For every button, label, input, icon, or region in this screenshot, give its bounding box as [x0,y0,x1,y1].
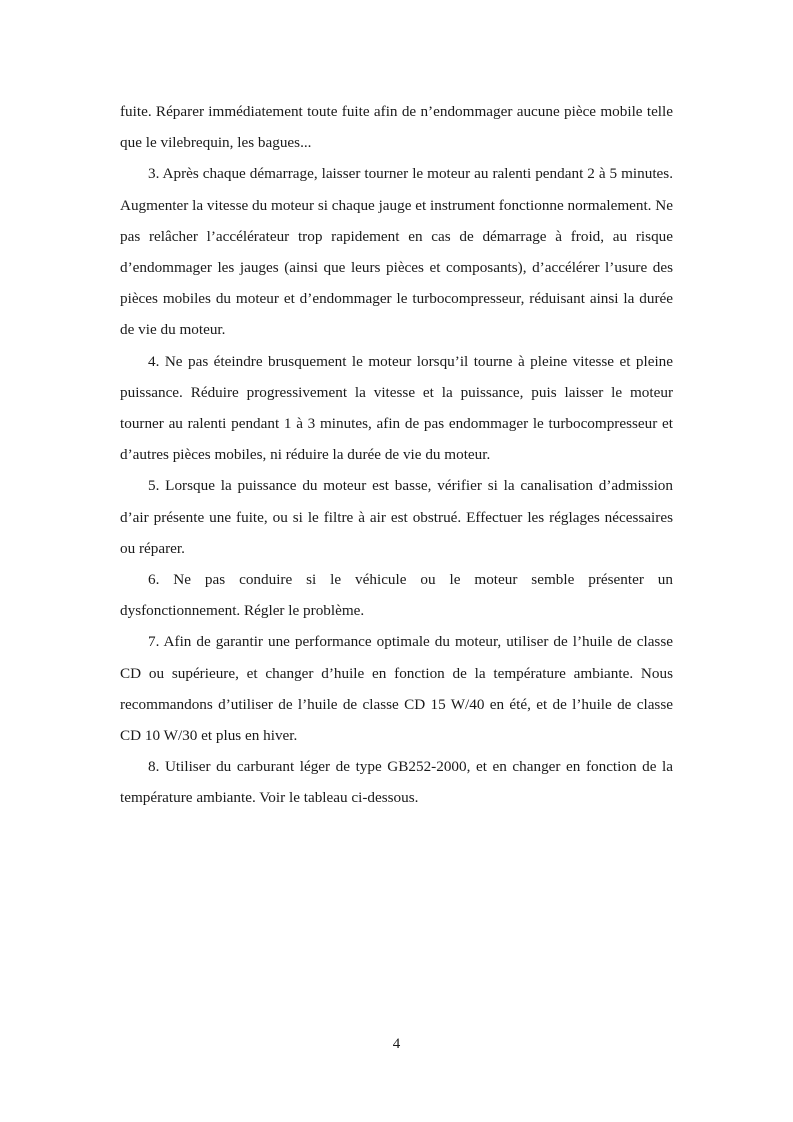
body-text [120,96,673,814]
paragraph-item-8: 8. Utiliser du carburant léger de type GB252-2000, et en changer en fonction de la température ambiante. Voir le tableau ci-dessous. [120,758,673,807]
paragraph-item-3: 3. Après chaque démarrage, laisser tourner le moteur au ralenti pendant 2 à 5 minutes. Augmenter la vitesse du moteur si chaque jauge et instrument fonctionne normalement. Ne pas relâcher l’accélérateur trop rapidement en cas de démarrage à froid, au risque d’endommager les jauges (ainsi que leurs pièces et composants), d’accélérer l’usure des pièces mobiles du moteur et d’endommager le turbocompresseur, réduisant ainsi la durée de vie du moteur. [120,165,673,339]
paragraph-continuation: fuite. Réparer immédiatement toute fuite afin de n’endommager aucune pièce mobile telle que le vilebrequin, les bagues... [120,103,673,152]
paragraph-item-4: 4. Ne pas éteindre brusquement le moteur lorsqu’il tourne à pleine vitesse et pleine puissance. Réduire progressivement la vitesse et la puissance, puis laisser le moteur tourner au ralenti pendant 1 à 3 minutes, afin de pas endommager le turbocompresseur et d’autres pièces mobiles, ni réduire la durée de vie du moteur. [120,352,673,464]
paragraph-item-7: 7. Afin de garantir une performance optimale du moteur, utiliser de l’huile de classe CD ou supérieure, et changer d’huile en fonction de la température ambiante. Nous recommandons d’utiliser de l’huile de classe CD 15 W/40 en été, et de l’huile de classe CD 10 W/30 et plus en hiver. [120,633,673,745]
paragraph-item-5: 5. Lorsque la puissance du moteur est basse, vérifier si la canalisation d’admission d’air présente une fuite, ou si le filtre à air est obstrué. Effectuer les réglages nécessaires ou réparer. [120,477,673,557]
paragraph-item-6: 6. Ne pas conduire si le véhicule ou le moteur semble présenter un dysfonctionnement. Régler le problème. [120,571,673,620]
page-number: 4 [392,1036,401,1052]
